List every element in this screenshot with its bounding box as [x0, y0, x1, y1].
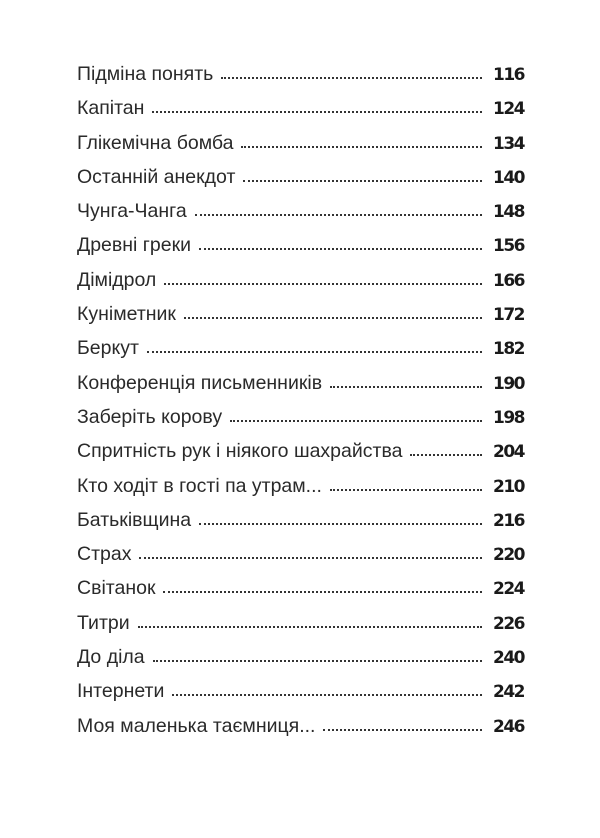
toc-entry-page: 240: [493, 648, 524, 669]
leader-dots: [199, 523, 482, 525]
toc-entry: [77, 234, 524, 268]
toc-entry-page: 182: [493, 339, 524, 360]
toc-entry: [77, 646, 524, 680]
leader-dots: [172, 694, 482, 696]
leader-dots: [243, 180, 482, 182]
toc-entry: [77, 475, 524, 509]
toc-entry: [77, 406, 524, 440]
toc-entry-page: 190: [493, 373, 524, 394]
toc-entry-title: Останній анекдот: [77, 165, 236, 188]
toc-entry-page: 156: [493, 236, 524, 257]
toc-entry-page: 140: [493, 167, 524, 188]
toc-entry-page: 134: [493, 133, 524, 154]
leader-dots: [164, 283, 482, 285]
toc-entry-page: 166: [493, 270, 524, 291]
toc-entry-title: До діла: [77, 646, 145, 669]
toc-entry: [77, 509, 524, 543]
toc-entry-title: Моя маленька таємниця...: [77, 714, 316, 737]
toc-entry-title: Підміна понять: [77, 63, 214, 85]
toc-entry-page: 242: [493, 682, 524, 703]
toc-entry-title: Спритність рук і ніякого шахрайства: [77, 440, 403, 463]
toc-entry-title: Страх: [77, 543, 132, 566]
toc-entry-title: Титри: [77, 611, 130, 634]
toc-entry: [77, 372, 524, 406]
toc-entry: [77, 200, 524, 234]
leader-dots: [241, 146, 482, 148]
toc-entry-page: 124: [493, 99, 524, 120]
toc-entry: [77, 166, 524, 200]
leader-dots: [330, 489, 482, 491]
toc-entry-title: Дімідрол: [77, 268, 157, 291]
toc-entry-title: Світанок: [77, 577, 156, 600]
toc-entry: [77, 132, 524, 166]
toc-entry: [77, 337, 524, 371]
toc-entry-page: 246: [493, 716, 524, 737]
toc-entry: [77, 269, 524, 303]
toc-entry-page: 172: [493, 305, 524, 326]
toc-entry-title: Інтернети: [77, 680, 165, 703]
toc-entry: [77, 715, 524, 749]
toc-entry-title: Батьківщина: [77, 508, 192, 531]
toc-entry-title: Кто ходіт в гості па утрам...: [77, 474, 322, 497]
leader-dots: [230, 420, 482, 422]
toc-entry: [77, 63, 524, 97]
leader-dots: [138, 626, 482, 628]
toc-entry: [77, 440, 524, 474]
toc-entry-title: Конференція письменників: [77, 371, 323, 394]
toc-entry-page: 204: [493, 442, 524, 463]
leader-dots: [153, 660, 482, 662]
leader-dots: [410, 454, 482, 456]
leader-dots: [163, 591, 482, 593]
leader-dots: [184, 317, 482, 319]
toc-entry-page: 198: [493, 407, 524, 428]
toc-entry: [77, 303, 524, 337]
toc-entry-page: 224: [493, 579, 524, 600]
toc-entry-title: Беркут: [77, 337, 139, 360]
toc-entry-page: 148: [493, 202, 524, 223]
toc-entry: [77, 577, 524, 611]
toc-entry: [77, 97, 524, 131]
toc-entry-title: Древні греки: [77, 234, 192, 257]
toc-entry: [77, 680, 524, 714]
toc-entry-title: Капітан: [77, 97, 145, 120]
toc-entry-title: Чунга-Чанга: [77, 200, 187, 223]
toc-entry-title: Куніметник: [77, 303, 176, 326]
toc-entry-title: Заберіть корову: [77, 405, 223, 428]
toc-entry-page: 116: [493, 65, 524, 85]
leader-dots: [323, 729, 482, 731]
leader-dots: [147, 351, 482, 353]
leader-dots: [195, 214, 482, 216]
toc-entry-title: Глікемічна бомба: [77, 131, 234, 154]
leader-dots: [152, 111, 482, 113]
leader-dots: [221, 77, 482, 79]
leader-dots: [199, 248, 482, 250]
toc-entry: [77, 543, 524, 577]
toc-entry-page: 220: [493, 545, 524, 566]
table-of-contents: [77, 63, 524, 749]
toc-entry-page: 226: [493, 613, 524, 634]
toc-entry-page: 210: [493, 476, 524, 497]
leader-dots: [139, 557, 482, 559]
toc-entry-page: 216: [493, 510, 524, 531]
toc-entry: [77, 612, 524, 646]
leader-dots: [330, 386, 482, 388]
